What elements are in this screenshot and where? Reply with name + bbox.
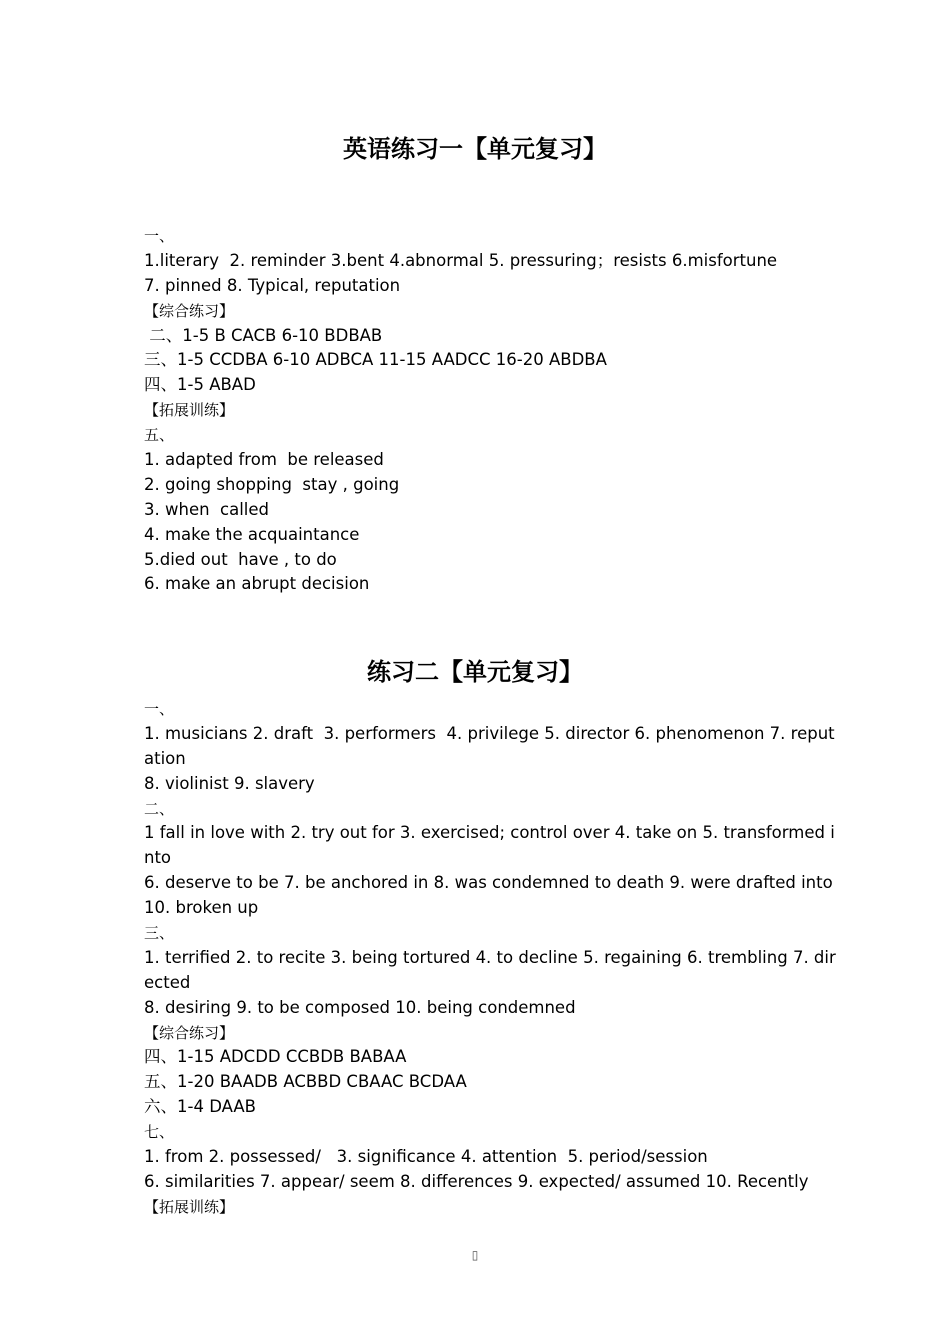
text-line: 1. terrified 2. to recite 3. being tortured 4. to decline 5. regaining 6. trembling 7. dir: [144, 947, 836, 967]
text-line: 2. going shopping stay , going: [144, 474, 400, 494]
text-line: 五、: [144, 426, 175, 445]
text-line: 4. make the acquaintance: [144, 524, 360, 544]
text-line: 一、: [144, 227, 175, 245]
text-line: 四、1-15 ADCDD CCBDB BABAA: [144, 1047, 407, 1067]
text-line: 8. violinist 9. slavery: [144, 773, 315, 793]
page-footer-mark: ▯: [471, 1248, 479, 1262]
section-2-title: 练习二【单元复习】: [367, 657, 583, 686]
text-line: 【拓展训练】: [144, 401, 235, 420]
text-line: 五、1-20 BAADB ACBBD CBAAC BCDAA: [144, 1072, 467, 1092]
text-line: nto: [144, 848, 172, 868]
text-line: 1. adapted from be released: [144, 450, 384, 470]
text-line: 二、: [144, 799, 175, 818]
section-1-title: 英语练习一【单元复习】: [343, 134, 607, 163]
text-line: 6. similarities 7. appear/ seem 8. differences 9. expected/ assumed 10. Recently: [144, 1171, 809, 1191]
text-line: 1 fall in love with 2. try out for 3. exercised; control over 4. take on 5. transformed i: [144, 823, 835, 843]
text-line: 四、1-5 ABAD: [144, 375, 256, 395]
section-2-body: [144, 697, 850, 1220]
text-line: 二、1-5 B CACB 6-10 BDBAB: [144, 325, 383, 345]
text-line: 三、: [144, 924, 175, 943]
text-line: 一、: [144, 700, 175, 718]
text-line: 5.died out have , to do: [144, 549, 337, 569]
text-line: 8. desiring 9. to be composed 10. being condemned: [144, 997, 576, 1017]
text-line: ation: [144, 748, 186, 768]
section-1-body: [144, 224, 850, 597]
text-line: 六、1-4 DAAB: [144, 1097, 256, 1117]
text-line: 1. musicians 2. draft 3. performers 4. privilege 5. director 6. phenomenon 7. reput: [144, 723, 835, 743]
text-line: 【拓展训练】: [144, 1197, 235, 1216]
text-line: 【综合练习】: [144, 1023, 235, 1042]
text-line: 1. from 2. possessed/ 3. significance 4. attention 5. period/session: [144, 1147, 708, 1167]
text-line: 1.literary 2. reminder 3.bent 4.abnormal 5. pressuring；resists 6.misfortune: [144, 250, 778, 270]
text-line: 三、1-5 CCDBA 6-10 ADBCA 11-15 AADCC 16-20 ABDBA: [144, 350, 607, 370]
text-line: 【综合练习】: [144, 301, 235, 320]
text-line: 6. make an abrupt decision: [144, 574, 370, 594]
text-line: 6. deserve to be 7. be anchored in 8. was condemned to death 9. were drafted into: [144, 873, 833, 893]
text-line: 3. when called: [144, 499, 270, 519]
text-line: 七、: [144, 1123, 175, 1142]
text-line: ected: [144, 972, 191, 992]
text-line: 7. pinned 8. Typical, reputation: [144, 275, 401, 295]
text-line: 10. broken up: [144, 898, 259, 918]
